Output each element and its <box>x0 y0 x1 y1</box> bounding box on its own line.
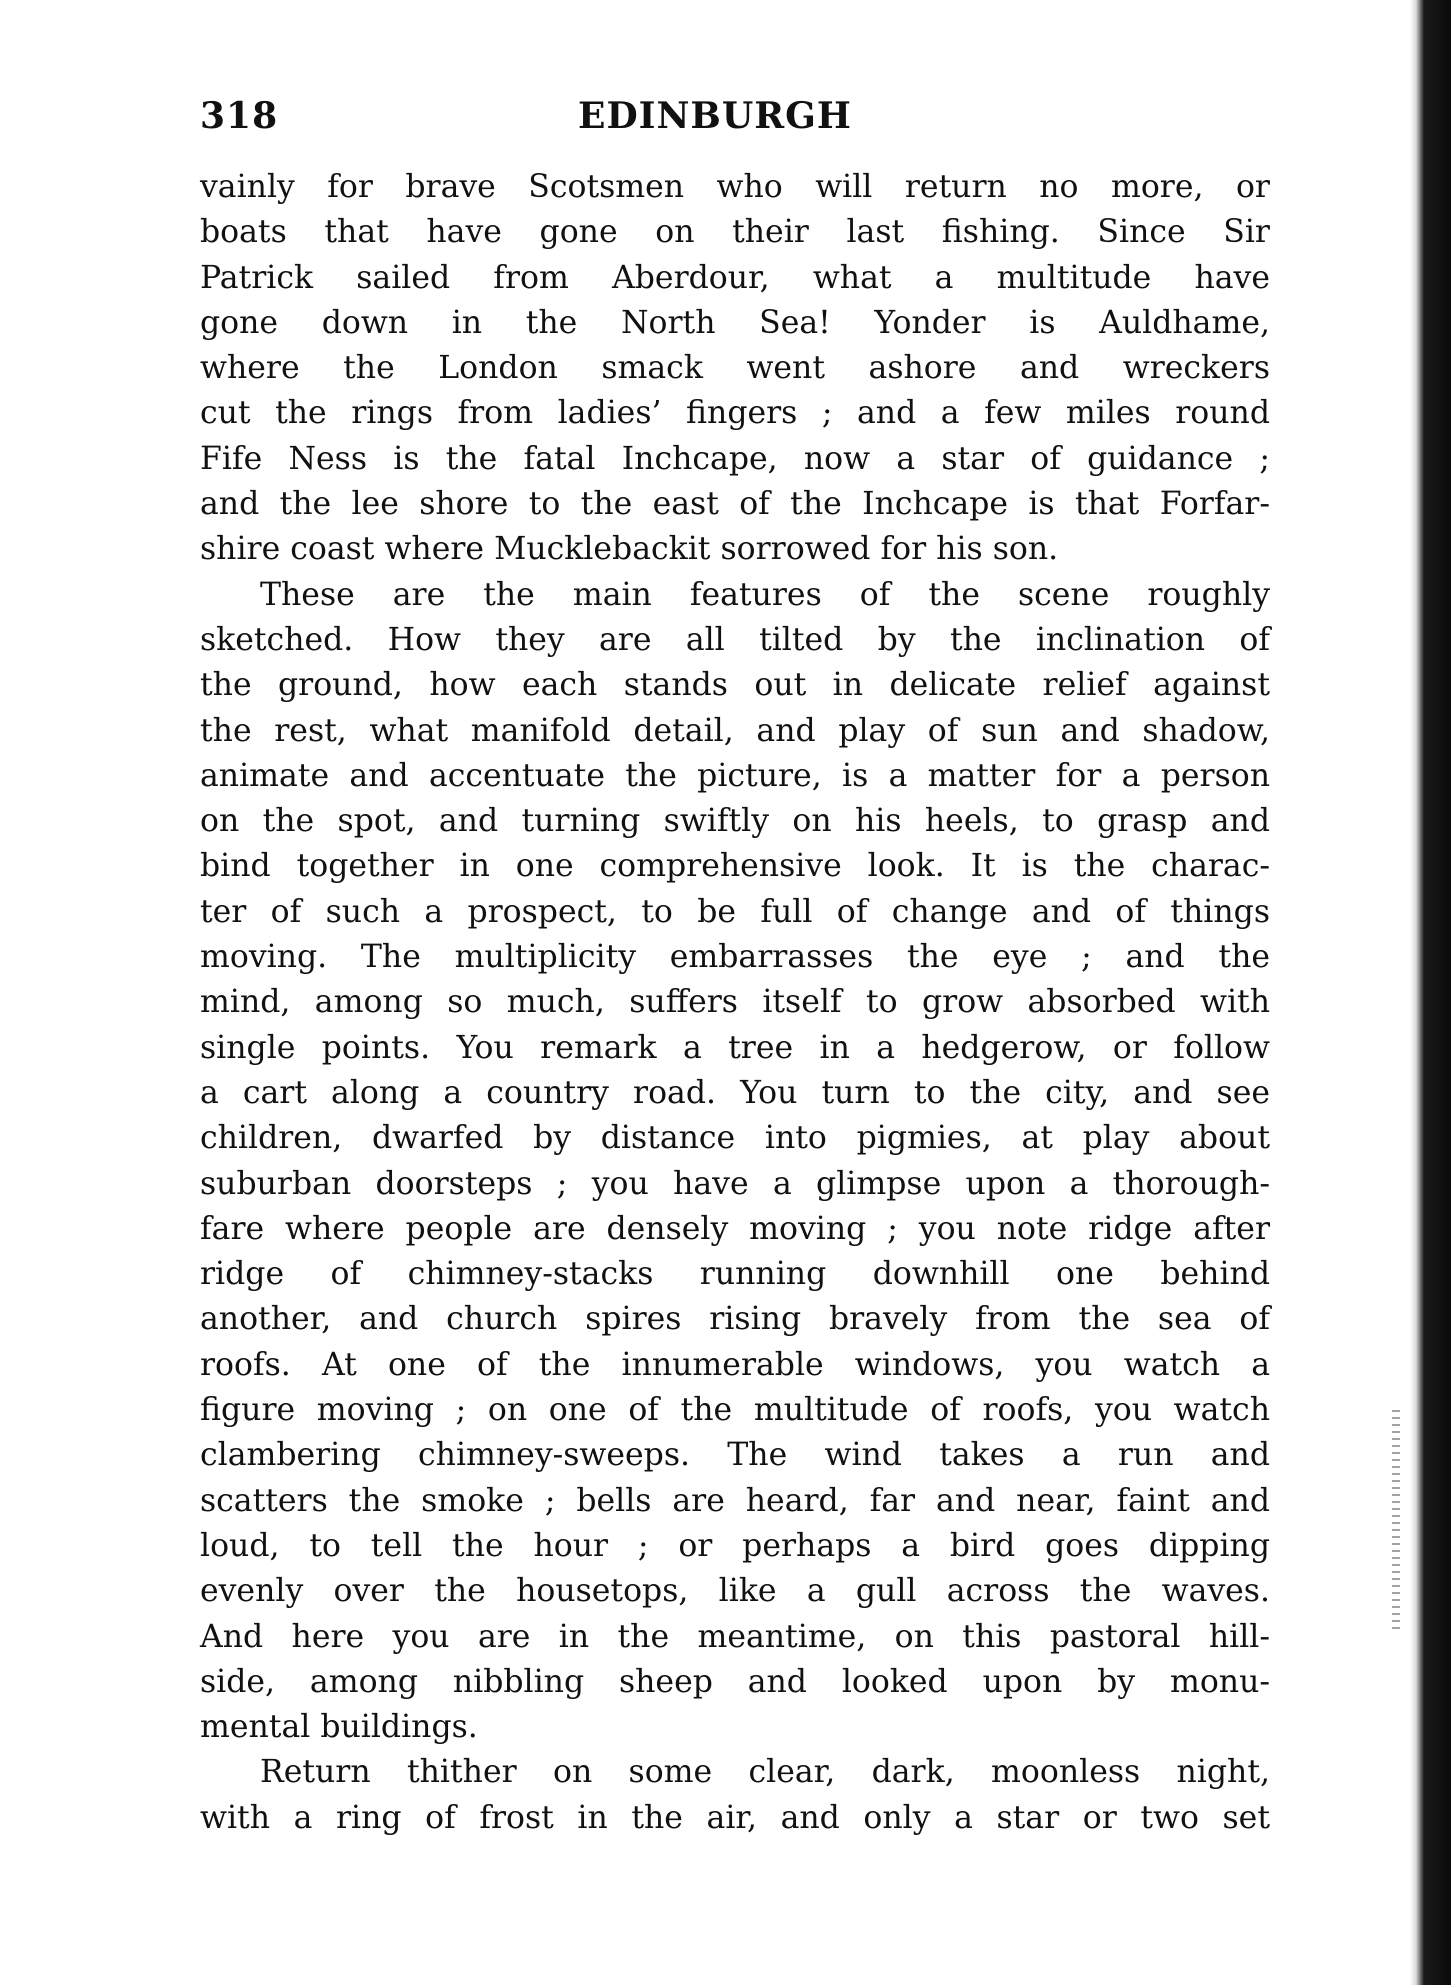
text-line: side, among nibbling sheep and looked upon by monu- <box>200 1663 1270 1700</box>
text-line: and the lee shore to the east of the Inchcape is that Forfar- <box>200 486 1270 523</box>
text-line: These are the main features of the scene roughly <box>260 576 1270 613</box>
scan-artifact-marks <box>1392 1410 1400 1630</box>
text-line: scatters the smoke ; bells are heard, far and near, faint and <box>200 1482 1270 1519</box>
text-line: ridge of chimney-stacks running downhill one behind <box>200 1256 1270 1293</box>
book-binding-shadow <box>1410 0 1451 1985</box>
text-line: figure moving ; on one of the multitude of roofs, you watch <box>200 1392 1270 1429</box>
text-line: clambering chimney-sweeps. The wind takes a run and <box>200 1437 1270 1474</box>
text-line: animate and accentuate the picture, is a matter for a person <box>200 757 1270 794</box>
text-line: shire coast where Mucklebackit sorrowed for his son. <box>200 531 1059 568</box>
text-line: another, and church spires rising bravely from the sea of <box>200 1301 1270 1338</box>
text-line: And here you are in the meantime, on this pastoral hill- <box>200 1618 1270 1655</box>
text-line: single points. You remark a tree in a hedgerow, or follow <box>200 1029 1270 1066</box>
text-line: sketched. How they are all tilted by the inclination of <box>200 621 1270 658</box>
text-line: moving. The multiplicity embarrasses the eye ; and the <box>200 939 1270 976</box>
page-number: 318 <box>200 95 279 137</box>
page-header <box>200 95 1270 145</box>
text-line: the rest, what manifold detail, and play of sun and shadow, <box>200 712 1270 749</box>
text-line: ter of such a prospect, to be full of change and of things <box>200 893 1270 930</box>
text-line: vainly for brave Scotsmen who will return no more, or <box>200 169 1270 205</box>
text-line: children, dwarfed by distance into pigmies, at play about <box>200 1120 1270 1157</box>
text-line: on the spot, and turning swiftly on his heels, to grasp and <box>200 803 1270 840</box>
text-line: the ground, how each stands out in delicate relief against <box>200 667 1270 704</box>
body-text <box>200 165 1270 1841</box>
text-line: loud, to tell the hour ; or perhaps a bird goes dipping <box>200 1527 1270 1564</box>
text-line: boats that have gone on their last fishing. Since Sir <box>200 214 1270 251</box>
text-line: Fife Ness is the fatal Inchcape, now a star of guidance ; <box>200 440 1270 477</box>
text-line: Patrick sailed from Aberdour, what a multitude have <box>200 259 1270 296</box>
paragraph <box>200 165 1270 573</box>
text-line: bind together in one comprehensive look. It is the charac- <box>200 848 1270 885</box>
text-line: fare where people are densely moving ; you note ridge after <box>200 1210 1270 1247</box>
text-line: cut the rings from ladies’ fingers ; and a few miles round <box>200 395 1270 432</box>
text-line: where the London smack went ashore and wreckers <box>200 350 1270 387</box>
running-title: EDINBURGH <box>578 95 852 137</box>
text-line: with a ring of frost in the air, and only a star or two set <box>200 1799 1270 1836</box>
text-line: mind, among so much, suffers itself to grow absorbed with <box>200 984 1270 1021</box>
text-line: suburban doorsteps ; you have a glimpse upon a thorough- <box>200 1165 1270 1202</box>
text-line: gone down in the North Sea! Yonder is Auldhame, <box>200 304 1270 341</box>
text-line: Return thither on some clear, dark, moonless night, <box>260 1754 1270 1791</box>
text-line: mental buildings. <box>200 1709 478 1746</box>
paragraph <box>200 1750 1270 1841</box>
paragraph <box>200 573 1270 1751</box>
text-line: evenly over the housetops, like a gull across the waves. <box>200 1573 1270 1610</box>
text-line: a cart along a country road. You turn to the city, and see <box>200 1074 1270 1111</box>
text-line: roofs. At one of the innumerable windows, you watch a <box>200 1346 1270 1383</box>
